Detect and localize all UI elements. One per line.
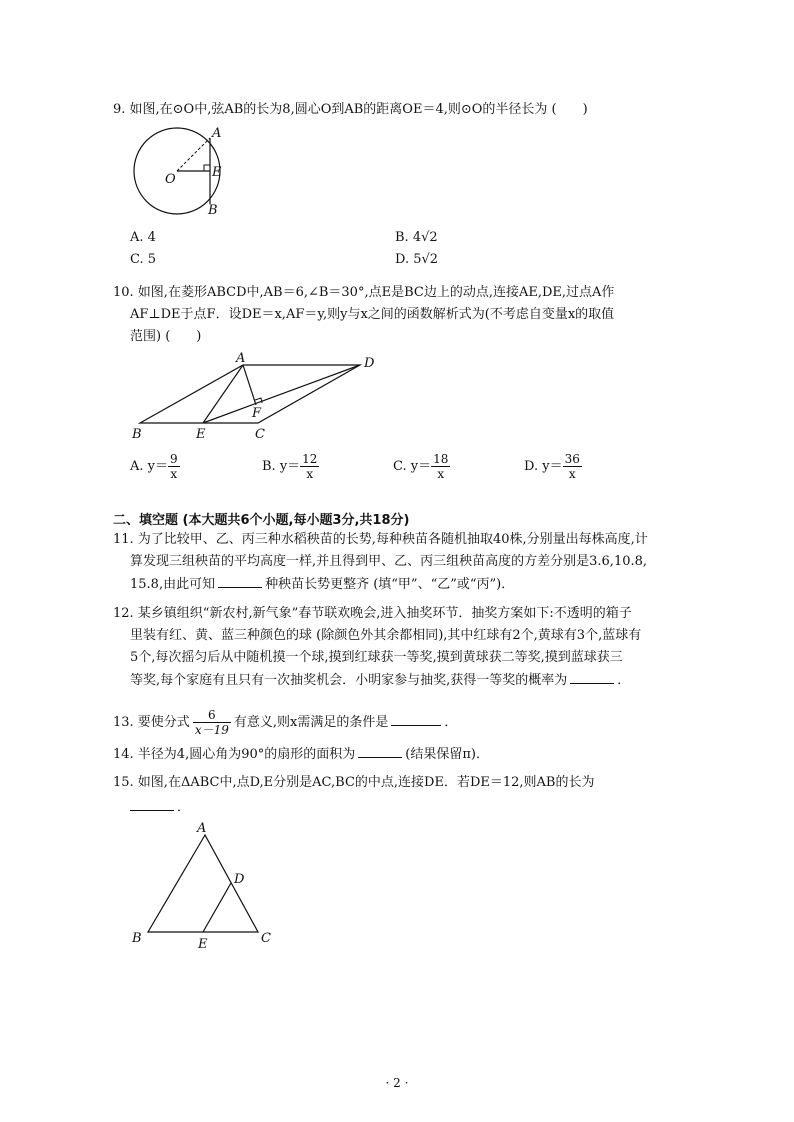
label-e: E bbox=[196, 427, 206, 442]
q9-choice-b: B. 4√2 bbox=[395, 230, 438, 245]
q10-choice-d: D. y＝ $\frac{36}{x}$ bbox=[524, 452, 580, 481]
q14-answer-blank[interactable] bbox=[358, 745, 402, 758]
label-d: D bbox=[364, 356, 375, 371]
label-e: E bbox=[198, 937, 208, 952]
label-o: O bbox=[165, 172, 176, 187]
q11-line1: 11. 为了比较甲、乙、丙三种水稻秧苗的长势,每种秧苗各随机抽取40株,分别量出每株高度,计 bbox=[113, 532, 648, 547]
q9-circle-figure bbox=[125, 125, 235, 217]
page-number: · 2 · bbox=[385, 1076, 409, 1090]
q9-choice-d: D. 5√2 bbox=[395, 252, 439, 267]
q10-choice-c: C. y＝ $\frac{18}{x}$ bbox=[393, 452, 449, 481]
label-a: A bbox=[212, 126, 222, 141]
segment-de bbox=[203, 883, 231, 932]
label-b: B bbox=[132, 427, 142, 442]
q9-stem: 9. 如图,在⊙O中,弦AB的长为8,圆心O到AB的距离OE＝4,则⊙O的半径长为 ( ) bbox=[113, 102, 588, 117]
q10-choice-b: B. y＝ $\frac{12}{x}$ bbox=[262, 452, 318, 481]
q13-answer-blank[interactable] bbox=[391, 713, 441, 726]
right-angle-mark bbox=[204, 165, 210, 171]
q9-choice-c: C. 5 bbox=[130, 252, 157, 267]
q10-rhombus-figure bbox=[128, 350, 388, 442]
q15-line1: 15. 如图,在ΔABC中,点D,E分别是AC,BC的中点,连接DE．若DE＝12,则AB的长为 bbox=[113, 775, 595, 790]
section-heading: 二、填空题 (本大题共6个小题,每小题3分,共18分) bbox=[113, 513, 410, 528]
q10-choice-a: A. y＝ $\frac{9}{x}$ bbox=[130, 452, 178, 481]
q10-stem-line1: 10. 如图,在菱形ABCD中,AB＝6,∠B＝30°,点E是BC边上的动点,连接AE,DE,过点A作 bbox=[113, 285, 615, 300]
q9-choice-a: A. 4 bbox=[130, 230, 156, 245]
q10-stem-line2: AF⊥DE于点F．设DE＝x,AF＝y,则y与x之间的函数解析式为(不考虑自变量x的取值 bbox=[130, 307, 615, 322]
q15-line2: ． bbox=[130, 798, 190, 817]
q15-answer-blank[interactable] bbox=[130, 798, 174, 811]
q13-line: 13. 要使分式 $\frac{6}{x-19}$ 有意义,则x需满足的条件是 ． bbox=[113, 708, 458, 737]
q11-line3: 15.8,由此可知 种秧苗长势更整齐 (填“甲”、“乙”或“丙”)． bbox=[130, 577, 515, 592]
q10-stem-line3: 范围) ( ) bbox=[130, 329, 202, 344]
segment-oa-dashed bbox=[177, 138, 210, 171]
q14-line: 14. 半径为4,圆心角为90°的扇形的面积为 (结果保留π)． bbox=[113, 747, 489, 762]
q15-triangle-figure bbox=[128, 818, 278, 953]
label-a: A bbox=[197, 821, 207, 836]
q12-line2: 里装有红、黄、蓝三种颜色的球 (除颜色外其余都相同),其中红球有2个,黄球有3个,蓝球有 bbox=[130, 628, 642, 643]
label-c: C bbox=[255, 427, 265, 442]
segment-ae bbox=[203, 365, 243, 423]
rhombus-abcd bbox=[140, 365, 360, 423]
q12-answer-blank[interactable] bbox=[570, 671, 614, 684]
label-e: E bbox=[212, 165, 222, 180]
q12-line4: 等奖,每个家庭有且只有一次抽奖机会．小明家参与抽奖,获得一等奖的概率为 ． bbox=[130, 673, 631, 688]
label-b: B bbox=[208, 203, 218, 217]
segment-af bbox=[243, 365, 256, 405]
q11-line2: 算发现三组秧苗的平均高度一样,并且得到甲、乙、丙三组秧苗高度的方差分别是3.6,10.8, bbox=[130, 554, 648, 569]
label-c: C bbox=[261, 931, 271, 946]
q11-answer-blank[interactable] bbox=[218, 575, 262, 588]
label-b: B bbox=[132, 931, 142, 946]
label-a: A bbox=[236, 351, 246, 366]
label-f: F bbox=[252, 406, 262, 421]
q12-line1: 12. 某乡镇组织“新农村,新气象”春节联欢晚会,进入抽奖环节．抽奖方案如下:不透明的箱子 bbox=[113, 606, 632, 621]
label-d: D bbox=[234, 872, 245, 887]
q12-line3: 5个,每次摇匀后从中随机摸一个球,摸到红球获一等奖,摸到黄球获二等奖,摸到蓝球获三 bbox=[130, 650, 623, 665]
